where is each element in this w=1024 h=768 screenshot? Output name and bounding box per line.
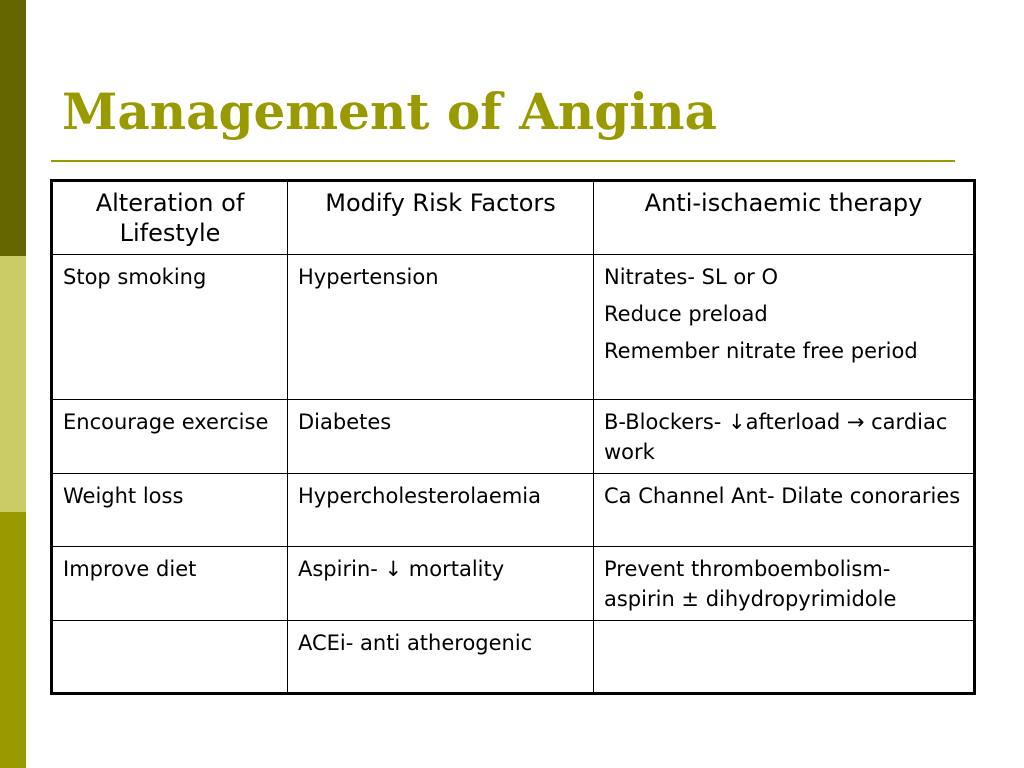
slide-title: Management of Angina	[62, 82, 717, 141]
cell-risk-factor: Diabetes	[288, 400, 594, 474]
table-row	[52, 621, 975, 694]
therapy-line: Reduce preload	[604, 302, 768, 326]
cell-lifestyle: Improve diet	[52, 547, 288, 621]
cell-lifestyle: Weight loss	[52, 474, 288, 547]
cell-risk-factor: ACEi- anti atherogenic	[288, 621, 594, 694]
header-row	[52, 181, 975, 255]
cell-therapy	[594, 621, 975, 694]
cell-lifestyle: Encourage exercise	[52, 400, 288, 474]
header-therapy: Anti-ischaemic therapy	[594, 181, 975, 255]
cell-lifestyle	[52, 621, 288, 694]
management-table	[50, 179, 976, 695]
cell-therapy	[594, 547, 975, 621]
cell-risk-factor: Hypercholesterolaemia	[288, 474, 594, 547]
therapy-line: Remember nitrate free period	[604, 339, 918, 363]
cell-therapy	[594, 474, 975, 547]
cell-risk-factor: Hypertension	[288, 255, 594, 400]
therapy-line: B-Blockers- ↓afterload → cardiac work	[604, 410, 948, 464]
therapy-line: Prevent thromboembolism- aspirin ± dihydropyrimidole	[604, 557, 897, 611]
table-row	[52, 400, 975, 474]
sidebar-accent	[0, 0, 26, 768]
cell-risk-factor: Aspirin- ↓ mortality	[288, 547, 594, 621]
cell-therapy	[594, 255, 975, 400]
table-row	[52, 547, 975, 621]
cell-lifestyle: Stop smoking	[52, 255, 288, 400]
sidebar-bar-top	[0, 0, 26, 256]
sidebar-bar-middle	[0, 256, 26, 512]
table-row	[52, 255, 975, 400]
therapy-line: Ca Channel Ant- Dilate conoraries	[604, 484, 961, 508]
cell-therapy	[594, 400, 975, 474]
therapy-line: Nitrates- SL or O	[604, 265, 779, 289]
header-risk-factors: Modify Risk Factors	[288, 181, 594, 255]
header-lifestyle: Alteration of Lifestyle	[52, 181, 288, 255]
sidebar-bar-bottom	[0, 512, 26, 768]
table-row	[52, 474, 975, 547]
title-underline	[51, 160, 955, 162]
